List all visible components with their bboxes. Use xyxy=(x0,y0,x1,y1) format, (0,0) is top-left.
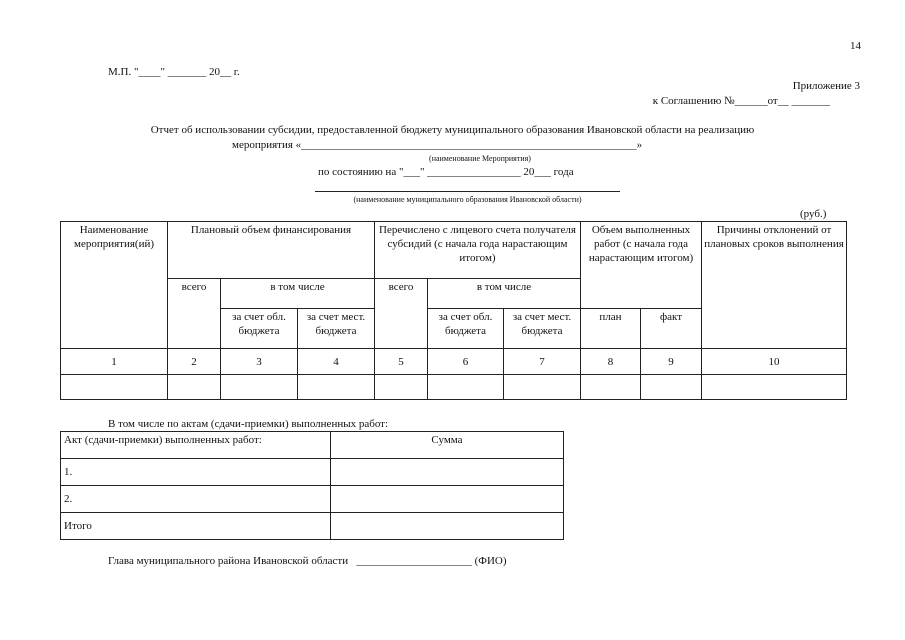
acts-header-sum: Сумма xyxy=(331,432,564,459)
acts-row-total-label: Итого xyxy=(61,513,331,540)
column-number: 8 xyxy=(581,349,641,375)
table-cell xyxy=(581,375,641,400)
column-number: 10 xyxy=(702,349,847,375)
signature-line: Глава муниципального района Ивановской области _____________________ (ФИО) xyxy=(108,555,507,567)
report-title-line1: Отчет об использовании субсидии, предоставленной бюджету муниципального образования Ивановской области на реализацию xyxy=(150,124,755,136)
acts-table xyxy=(60,431,564,540)
page-number: 14 xyxy=(850,40,861,52)
header-transferred-including: в том числе xyxy=(428,279,581,309)
table-row xyxy=(61,486,564,513)
column-number: 4 xyxy=(298,349,375,375)
column-number: 2 xyxy=(168,349,221,375)
stamp-line: М.П. "____" _______ 20__ г. xyxy=(108,66,240,78)
acts-row-label: 2. xyxy=(61,486,331,513)
report-date-line: по состоянию на "___" _________________ 20___ года xyxy=(318,166,574,178)
column-number: 7 xyxy=(504,349,581,375)
header-event-name: Наименование мероприятия(ий) xyxy=(61,222,168,349)
currency-unit: (руб.) xyxy=(800,208,827,220)
table-cell xyxy=(298,375,375,400)
column-number-row xyxy=(61,349,847,375)
acts-row-sum xyxy=(331,486,564,513)
header-planned-financing: Плановый объем финансирования xyxy=(168,222,375,279)
table-cell xyxy=(375,375,428,400)
header-planned-regional: за счет обл. бюджета xyxy=(221,309,298,349)
table-cell xyxy=(61,375,168,400)
column-number: 3 xyxy=(221,349,298,375)
acts-section-caption: В том числе по актам (сдачи-приемки) выполненных работ: xyxy=(108,418,389,430)
table-cell xyxy=(504,375,581,400)
report-title-line2: мероприятия «_____________________________________________________________» xyxy=(232,139,643,151)
table-cell xyxy=(428,375,504,400)
municipality-name-line xyxy=(315,191,620,192)
header-work-volume: Объем выполненных работ (с начала года нарастающим итогом) xyxy=(581,222,702,309)
header-transferred-local: за счет мест. бюджета xyxy=(504,309,581,349)
header-planned-including: в том числе xyxy=(221,279,375,309)
header-transferred-total: всего xyxy=(375,279,428,349)
column-number: 6 xyxy=(428,349,504,375)
table-row xyxy=(61,459,564,486)
header-transferred: Перечислено с лицевого счета получателя субсидий (с начала года нарастающим итогом) xyxy=(375,222,581,279)
header-planned-local: за счет мест. бюджета xyxy=(298,309,375,349)
acts-header-act: Акт (сдачи-приемки) выполненных работ: xyxy=(61,432,331,459)
acts-row-total-sum xyxy=(331,513,564,540)
header-volume-plan: план xyxy=(581,309,641,349)
header-deviation-reasons: Причины отклонений от плановых сроков выполнения xyxy=(702,222,847,349)
annex-title: Приложение 3 xyxy=(792,80,860,92)
header-planned-total: всего xyxy=(168,279,221,349)
column-number: 1 xyxy=(61,349,168,375)
table-row xyxy=(61,513,564,540)
agreement-reference: к Соглашению №______от__ _______ xyxy=(652,95,830,107)
header-transferred-regional: за счет обл. бюджета xyxy=(428,309,504,349)
table-row xyxy=(61,375,847,400)
column-number: 9 xyxy=(641,349,702,375)
table-cell xyxy=(221,375,298,400)
table-cell xyxy=(641,375,702,400)
event-name-caption: (наименование Мероприятия) xyxy=(429,154,531,163)
acts-row-sum xyxy=(331,459,564,486)
municipality-name-caption: (наименование муниципального образования Ивановской области) xyxy=(353,195,582,204)
report-table xyxy=(60,221,847,400)
table-cell xyxy=(702,375,847,400)
header-volume-fact: факт xyxy=(641,309,702,349)
table-cell xyxy=(168,375,221,400)
column-number: 5 xyxy=(375,349,428,375)
acts-row-label: 1. xyxy=(61,459,331,486)
